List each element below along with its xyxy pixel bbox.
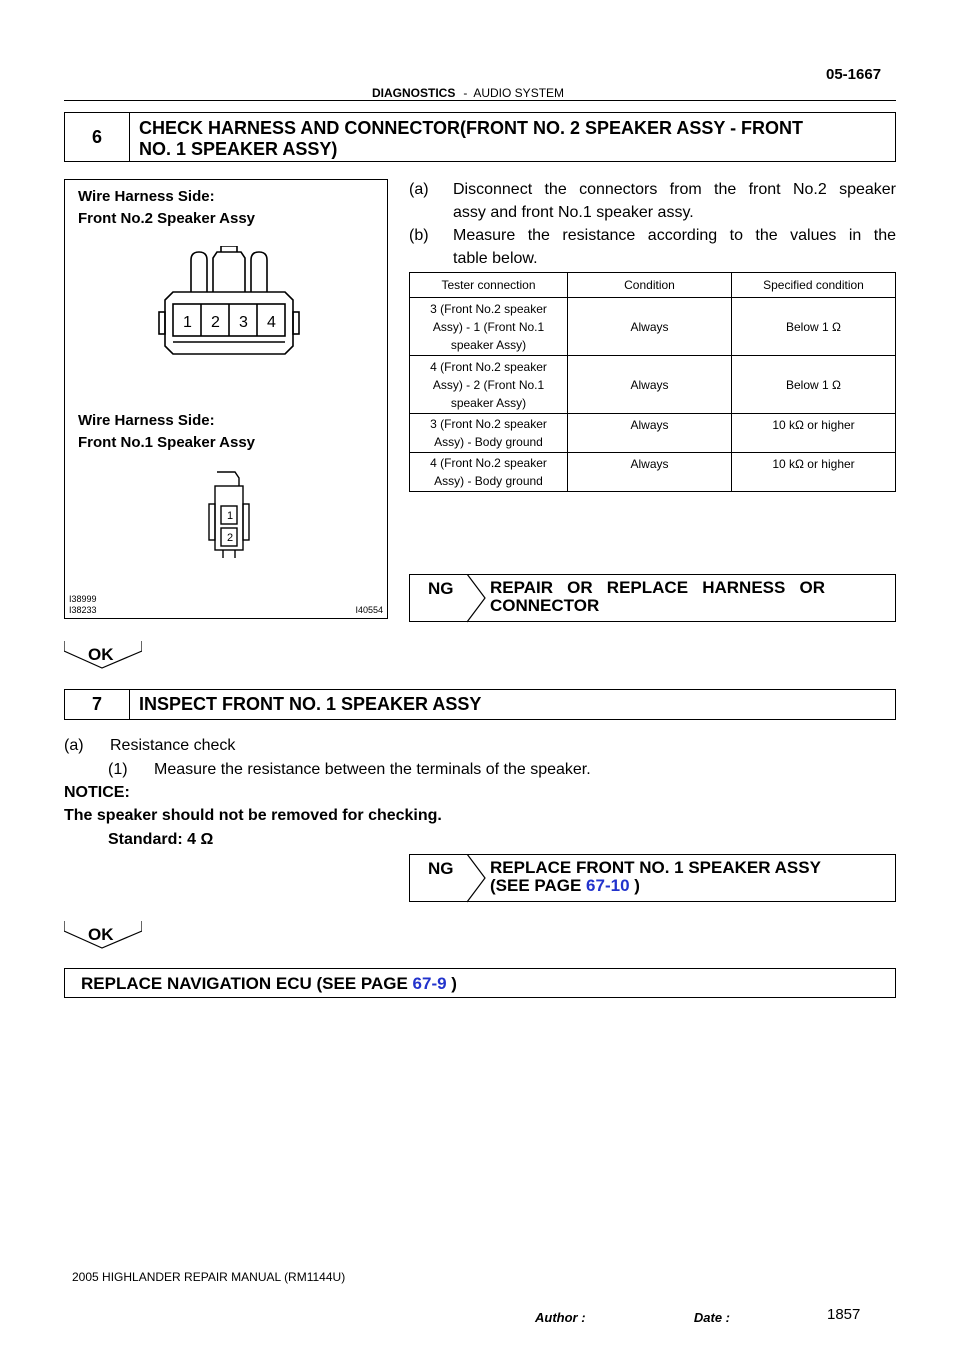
standard-value: Standard: 4 Ω [108,831,214,848]
footer-author-date: Author : Date : [535,1310,731,1325]
figure-code-2: I38233 [69,605,97,615]
figure-label-1-line1: Wire Harness Side: [78,188,215,205]
instruction-a [409,178,896,226]
step-7-number: 7 [65,690,130,719]
cell-line: 4 (Front No.2 speaker [430,456,547,470]
table-cell: 10 kΩ or higher [732,414,896,453]
subsection-name: AUDIO SYSTEM [473,86,565,100]
step-7-box [64,689,896,720]
ok-result-2 [64,921,142,949]
table-header: Condition [568,273,732,298]
ng-action-1-line2: CONNECTOR [490,596,600,615]
instruction-b [409,224,896,272]
ng-result-2 [409,854,896,902]
pin-label: 2 [227,532,234,544]
step-6-title-line1: CHECK HARNESS AND CONNECTOR(FRONT NO. 2 SPEAKER ASSY - FRONT [139,118,804,138]
table-header-row [410,273,896,298]
table-cell [410,414,568,453]
section-name: DIAGNOSTICS [372,86,456,100]
wiring-figure [64,179,388,619]
cell-line: Assy) - Body ground [434,435,543,449]
header-rule [64,100,896,101]
instruction-b-line1: Measure the resistance according to the values in the [453,227,896,244]
figure-label-1-line2: Front No.2 Speaker Assy [78,210,256,227]
instruction-a-line2: assy and front No.1 speaker assy. [453,204,694,221]
page-link-67-9[interactable]: 67-9 [412,974,447,993]
step7-a-label: (a) [64,737,84,754]
pin-label: 1 [183,314,192,331]
step-6-title-line2: NO. 1 SPEAKER ASSY) [139,139,338,159]
step7-a-1-text: Measure the resistance between the terminals of the speaker. [154,761,591,778]
ng-label [410,855,483,901]
table-cell: Always [568,298,732,356]
instruction-b-label: (b) [409,227,429,244]
ng-action-1-line1: REPAIR OR REPLACE HARNESS OR [490,578,826,597]
ok-label: OK [88,645,114,664]
table-cell: Below 1 Ω [732,356,896,414]
cell-line: 3 (Front No.2 speaker [430,417,547,431]
ng-label-text: NG [428,579,454,598]
final-action-box [64,968,896,998]
cell-line: Assy) - 1 (Front No.1 [432,319,545,334]
final-suffix: ) [446,974,457,993]
step-6-number: 6 [65,113,130,161]
table-cell: 10 kΩ or higher [732,453,896,492]
step7-a [64,734,896,758]
ng-action-2-line2 [490,877,887,895]
ng-action-2-line1: REPLACE FRONT NO. 1 SPEAKER ASSY [490,858,821,877]
ng-label-text: NG [428,859,454,878]
table-row [410,453,896,492]
figure-code-1: I38999 [69,594,97,604]
cell-line: speaker Assy) [450,337,527,352]
step7-a-text: Resistance check [110,737,236,754]
table-row [410,298,896,356]
figure-label-2-line1: Wire Harness Side: [78,412,215,429]
pin-label: 1 [227,510,234,522]
footer-page: 1857 [827,1306,861,1323]
table-header: Tester connection [410,273,568,298]
table-cell [410,298,568,356]
instruction-b-line2: table below. [453,250,538,267]
header-section [372,86,564,100]
table-header: Specified condition [732,273,896,298]
footer-manual: 2005 HIGHLANDER REPAIR MANUAL (RM1144U) [72,1270,346,1284]
ng-result-1 [409,574,896,622]
ok-label: OK [88,925,114,944]
cell-line: Assy) - 2 (Front No.1 [432,377,545,392]
instruction-a-label: (a) [409,181,429,198]
header-separator: - [463,86,468,100]
final-action-text [81,974,457,994]
cell-line: Assy) - Body ground [434,474,543,488]
cell-line: 4 (Front No.2 speaker [430,359,547,374]
table-cell: Always [568,414,732,453]
see-page-prefix: (SEE PAGE [490,876,587,895]
notice-text: The speaker should not be removed for checking. [64,807,442,824]
instruction-a-line1: Disconnect the connectors from the front No.2 speaker [453,181,896,198]
step-6-title [139,118,885,160]
cell-line: speaker Assy) [450,395,527,410]
ng-label [410,575,483,621]
pin-label: 4 [267,314,276,331]
notice-label: NOTICE: [64,784,130,801]
figure-label-2 [78,410,255,454]
table-row [410,356,896,414]
page-number: 05-1667 [826,66,882,83]
figure-label-2-line2: Front No.1 Speaker Assy [78,434,256,451]
page-link-67-10[interactable]: 67-10 [586,876,630,895]
step7-a-1 [64,758,896,782]
figure-label-1 [78,186,255,230]
step-6-box [64,112,896,162]
pin-label: 2 [211,314,220,331]
table-cell [410,356,568,414]
spec-table [409,272,896,492]
final-prefix: REPLACE NAVIGATION ECU (SEE PAGE [81,974,413,993]
pin-label: 3 [239,314,248,331]
table-cell [410,453,568,492]
table-cell: Below 1 Ω [732,298,896,356]
figure-code-3: I40554 [355,605,383,615]
ng-action-1 [490,579,887,615]
step-7-title: INSPECT FRONT NO. 1 SPEAKER ASSY [139,694,482,714]
connector-4pin-icon [155,246,305,358]
table-cell: Always [568,356,732,414]
cell-line: 3 (Front No.2 speaker [430,301,547,316]
ng-action-2 [490,859,887,895]
see-page-suffix: ) [629,876,640,895]
ok-result-1 [64,641,142,669]
table-cell: Always [568,453,732,492]
table-row [410,414,896,453]
step7-a-1-label: (1) [108,761,128,778]
connector-4pin-labels [173,308,285,340]
